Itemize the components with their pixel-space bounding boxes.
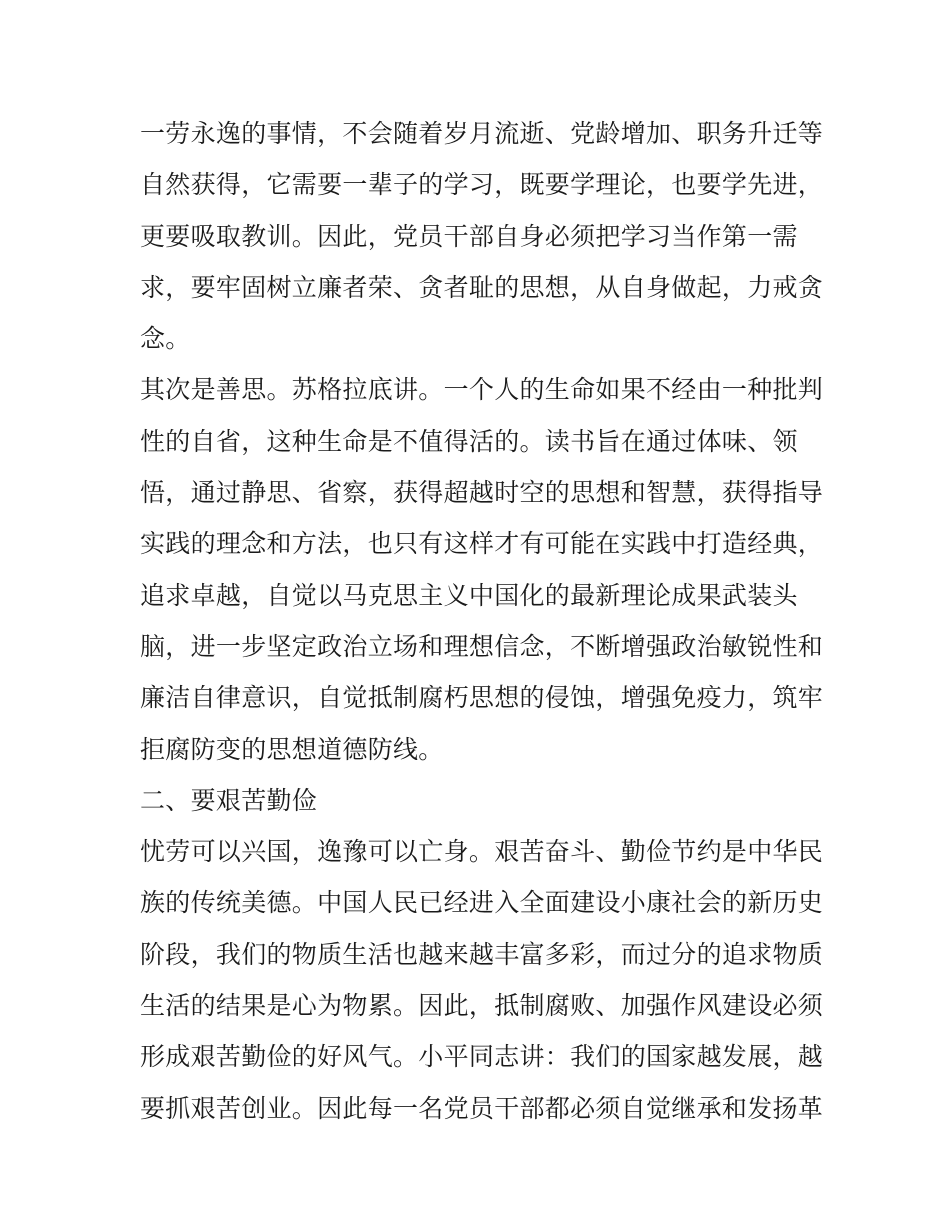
text-line: 性的自省，这种生命是不值得活的。读书旨在通过体味、领 <box>140 426 798 456</box>
text-line: 形成艰苦勤俭的好风气。小平同志讲：我们的国家越发展，越 <box>140 1042 824 1072</box>
text-line: 族的传统美德。中国人民已经进入全面建设小康社会的新历史 <box>140 888 824 918</box>
body-text <box>140 108 824 1134</box>
text-line: 念。 <box>140 324 191 354</box>
text-line: 生活的结果是心为物累。因此，抵制腐败、加强作风建设必须 <box>140 991 824 1021</box>
text-line: 其次是善思。苏格拉底讲。一个人的生命如果不经由一种批判 <box>140 375 824 405</box>
text-line: 要抓艰苦创业。因此每一名党员干部都必须自觉继承和发扬革 <box>140 1093 824 1123</box>
section-heading: 二、要艰苦勤俭 <box>140 785 318 815</box>
text-line: 更要吸取教训。因此，党员干部自身必须把学习当作第一需 <box>140 221 798 251</box>
text-line: 实践的理念和方法，也只有这样才有可能在实践中打造经典， <box>140 529 824 559</box>
text-line: 求，要牢固树立廉者荣、贪者耻的思想，从自身做起，力戒贪 <box>140 272 824 302</box>
text-line: 悟，通过静思、省察，获得超越时空的思想和智慧，获得指导 <box>140 478 824 508</box>
text-line: 脑，进一步坚定政治立场和理想信念，不断增强政治敏锐性和 <box>140 631 824 661</box>
text-line: 自然获得，它需要一辈子的学习，既要学理论，也要学先进， <box>140 170 824 200</box>
text-line: 一劳永逸的事情，不会随着岁月流逝、党龄增加、职务升迁等 <box>140 119 824 148</box>
text-line: 阶段，我们的物质生活也越来越丰富多彩，而过分的追求物质 <box>140 939 824 969</box>
text-line: 廉洁自律意识，自觉抵制腐朽思想的侵蚀，增强免疫力，筑牢 <box>140 683 824 713</box>
text-line: 追求卓越，自觉以马克思主义中国化的最新理论成果武装头 <box>140 580 798 610</box>
text-line: 忧劳可以兴国，逸豫可以亡身。艰苦奋斗、勤俭节约是中华民 <box>140 837 824 867</box>
text-line: 拒腐防变的思想道德防线。 <box>140 734 444 764</box>
